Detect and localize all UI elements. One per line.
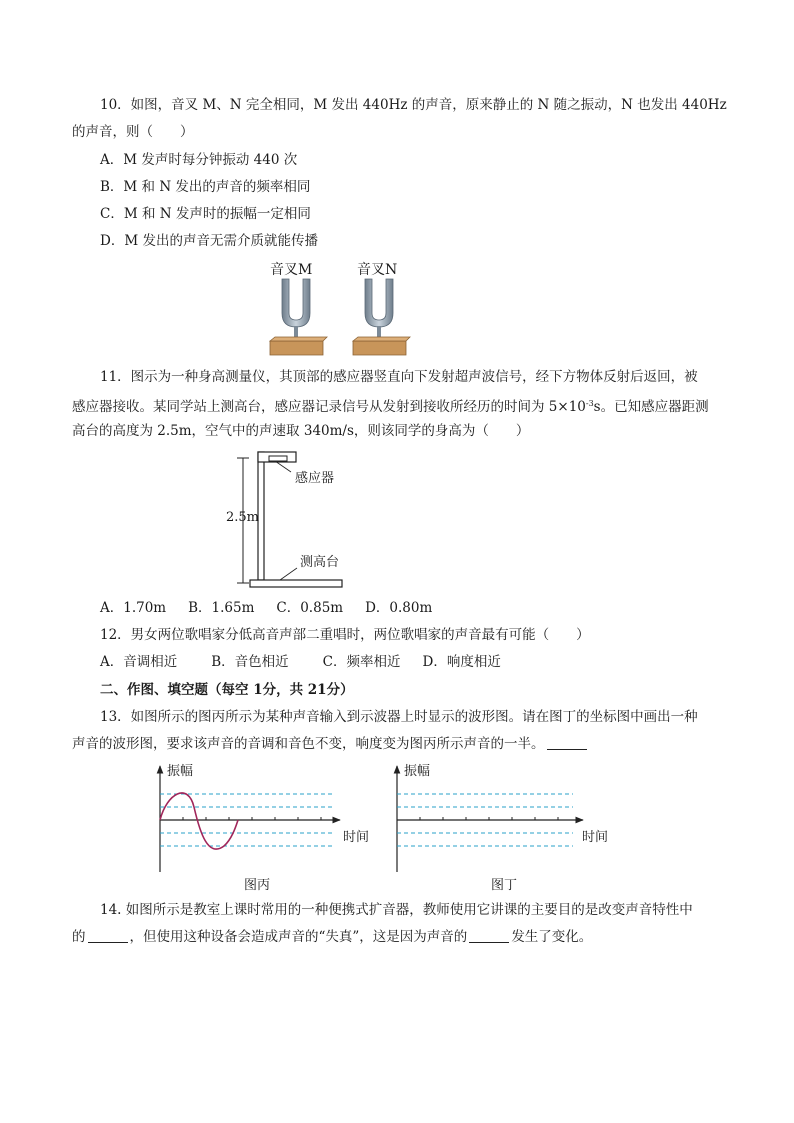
q10-line1: 10．如图，音叉 M、N 完全相同，M 发出 440Hz 的声音，原来静止的 N 随之振动，N 也发出 440Hz xyxy=(100,97,727,113)
graph-d-x-label: 时间 xyxy=(582,830,609,845)
graph-d-caption: 图丁 xyxy=(491,878,518,893)
graph-d-y-label: 振幅 xyxy=(404,764,431,779)
graph-c-y-label: 振幅 xyxy=(167,764,194,779)
q12-option-c: C．频率相近 xyxy=(322,654,401,670)
waveform-graphs xyxy=(150,760,620,878)
q13-line2: 声音的波形图，要求该声音的音调和音色不变，响度变为图丙所示声音的一半。 xyxy=(72,735,589,753)
q13-line1: 13．如图所示的图丙所示为某种声音输入到示波器上时显示的波形图。请在图丁的坐标图中画出一种 xyxy=(100,709,698,725)
q13-answer-blank[interactable] xyxy=(547,735,587,750)
q11-options xyxy=(100,599,454,617)
fork-n-label: 音叉N xyxy=(357,262,398,278)
q11-option-d: D．0.80m xyxy=(365,600,433,616)
q14-blank-1[interactable] xyxy=(88,928,128,943)
height-label: 2.5m xyxy=(226,510,260,525)
fork-m-label: 音叉M xyxy=(270,262,313,278)
graph-d xyxy=(397,766,583,872)
q12-option-b: B．音色相近 xyxy=(211,654,289,670)
q11-line2: 感应器接收。某同学站上测高台，感应器记录信号从发射到接收所经历的时间为 $5\times 10^{-3}s$。已知感应器距测 xyxy=(72,399,709,415)
graph-c-caption: 图丙 xyxy=(244,878,271,893)
q11-line1: 11．图示为一种身高测量仪，其顶部的感应器竖直向下发射超声波信号，经下方物体反射后返回，被 xyxy=(100,369,698,385)
tuning-fork-figure xyxy=(265,275,415,360)
graph-c xyxy=(160,766,340,872)
q11-option-a: A．1.70m xyxy=(100,600,167,616)
q12-option-d: D．响度相近 xyxy=(422,654,501,670)
q10-option-d: D．M 发出的声音无需介质就能传播 xyxy=(100,233,318,249)
q11-line3: 高台的高度为 2.5m，空气中的声速取 340m/s，则该同学的身高为（ ） xyxy=(72,423,530,439)
q11-option-b: B．1.65m xyxy=(188,600,255,616)
q14-line1: 14. 如图所示是教室上课时常用的一种便携式扩音器，教师使用它讲课的主要目的是改变声音特性中 xyxy=(100,902,693,918)
q12-option-a: A．音调相近 xyxy=(100,654,178,670)
sensor-label: 感应器 xyxy=(295,471,335,486)
q10-option-c: C．M 和 N 发声时的振幅一定相同 xyxy=(100,206,311,222)
fork-n xyxy=(353,279,410,355)
section-heading: 二、作图、填空题（每空 1分，共 21分） xyxy=(100,682,354,698)
q12-options xyxy=(100,653,523,671)
platform-label: 测高台 xyxy=(300,555,340,570)
q10-option-a: A．M 发声时每分钟振动 440 次 xyxy=(100,152,298,168)
q14-line2: 的 ，但使用这种设备会造成声音的“失真”，这是因为声音的 发生了变化。 xyxy=(72,929,593,945)
fork-m xyxy=(270,279,327,355)
wave-curve xyxy=(160,793,238,849)
q14-blank-2[interactable] xyxy=(469,928,509,943)
q12-line1: 12．男女两位歌唱家分低高音声部二重唱时，两位歌唱家的声音最有可能（ ） xyxy=(100,627,590,643)
q10-line2: 的声音，则（ ） xyxy=(72,124,194,140)
q10-option-b: B．M 和 N 发出的声音的频率相同 xyxy=(100,179,311,195)
q11-option-c: C．0.85m xyxy=(276,600,344,616)
graph-c-x-label: 时间 xyxy=(343,830,370,845)
